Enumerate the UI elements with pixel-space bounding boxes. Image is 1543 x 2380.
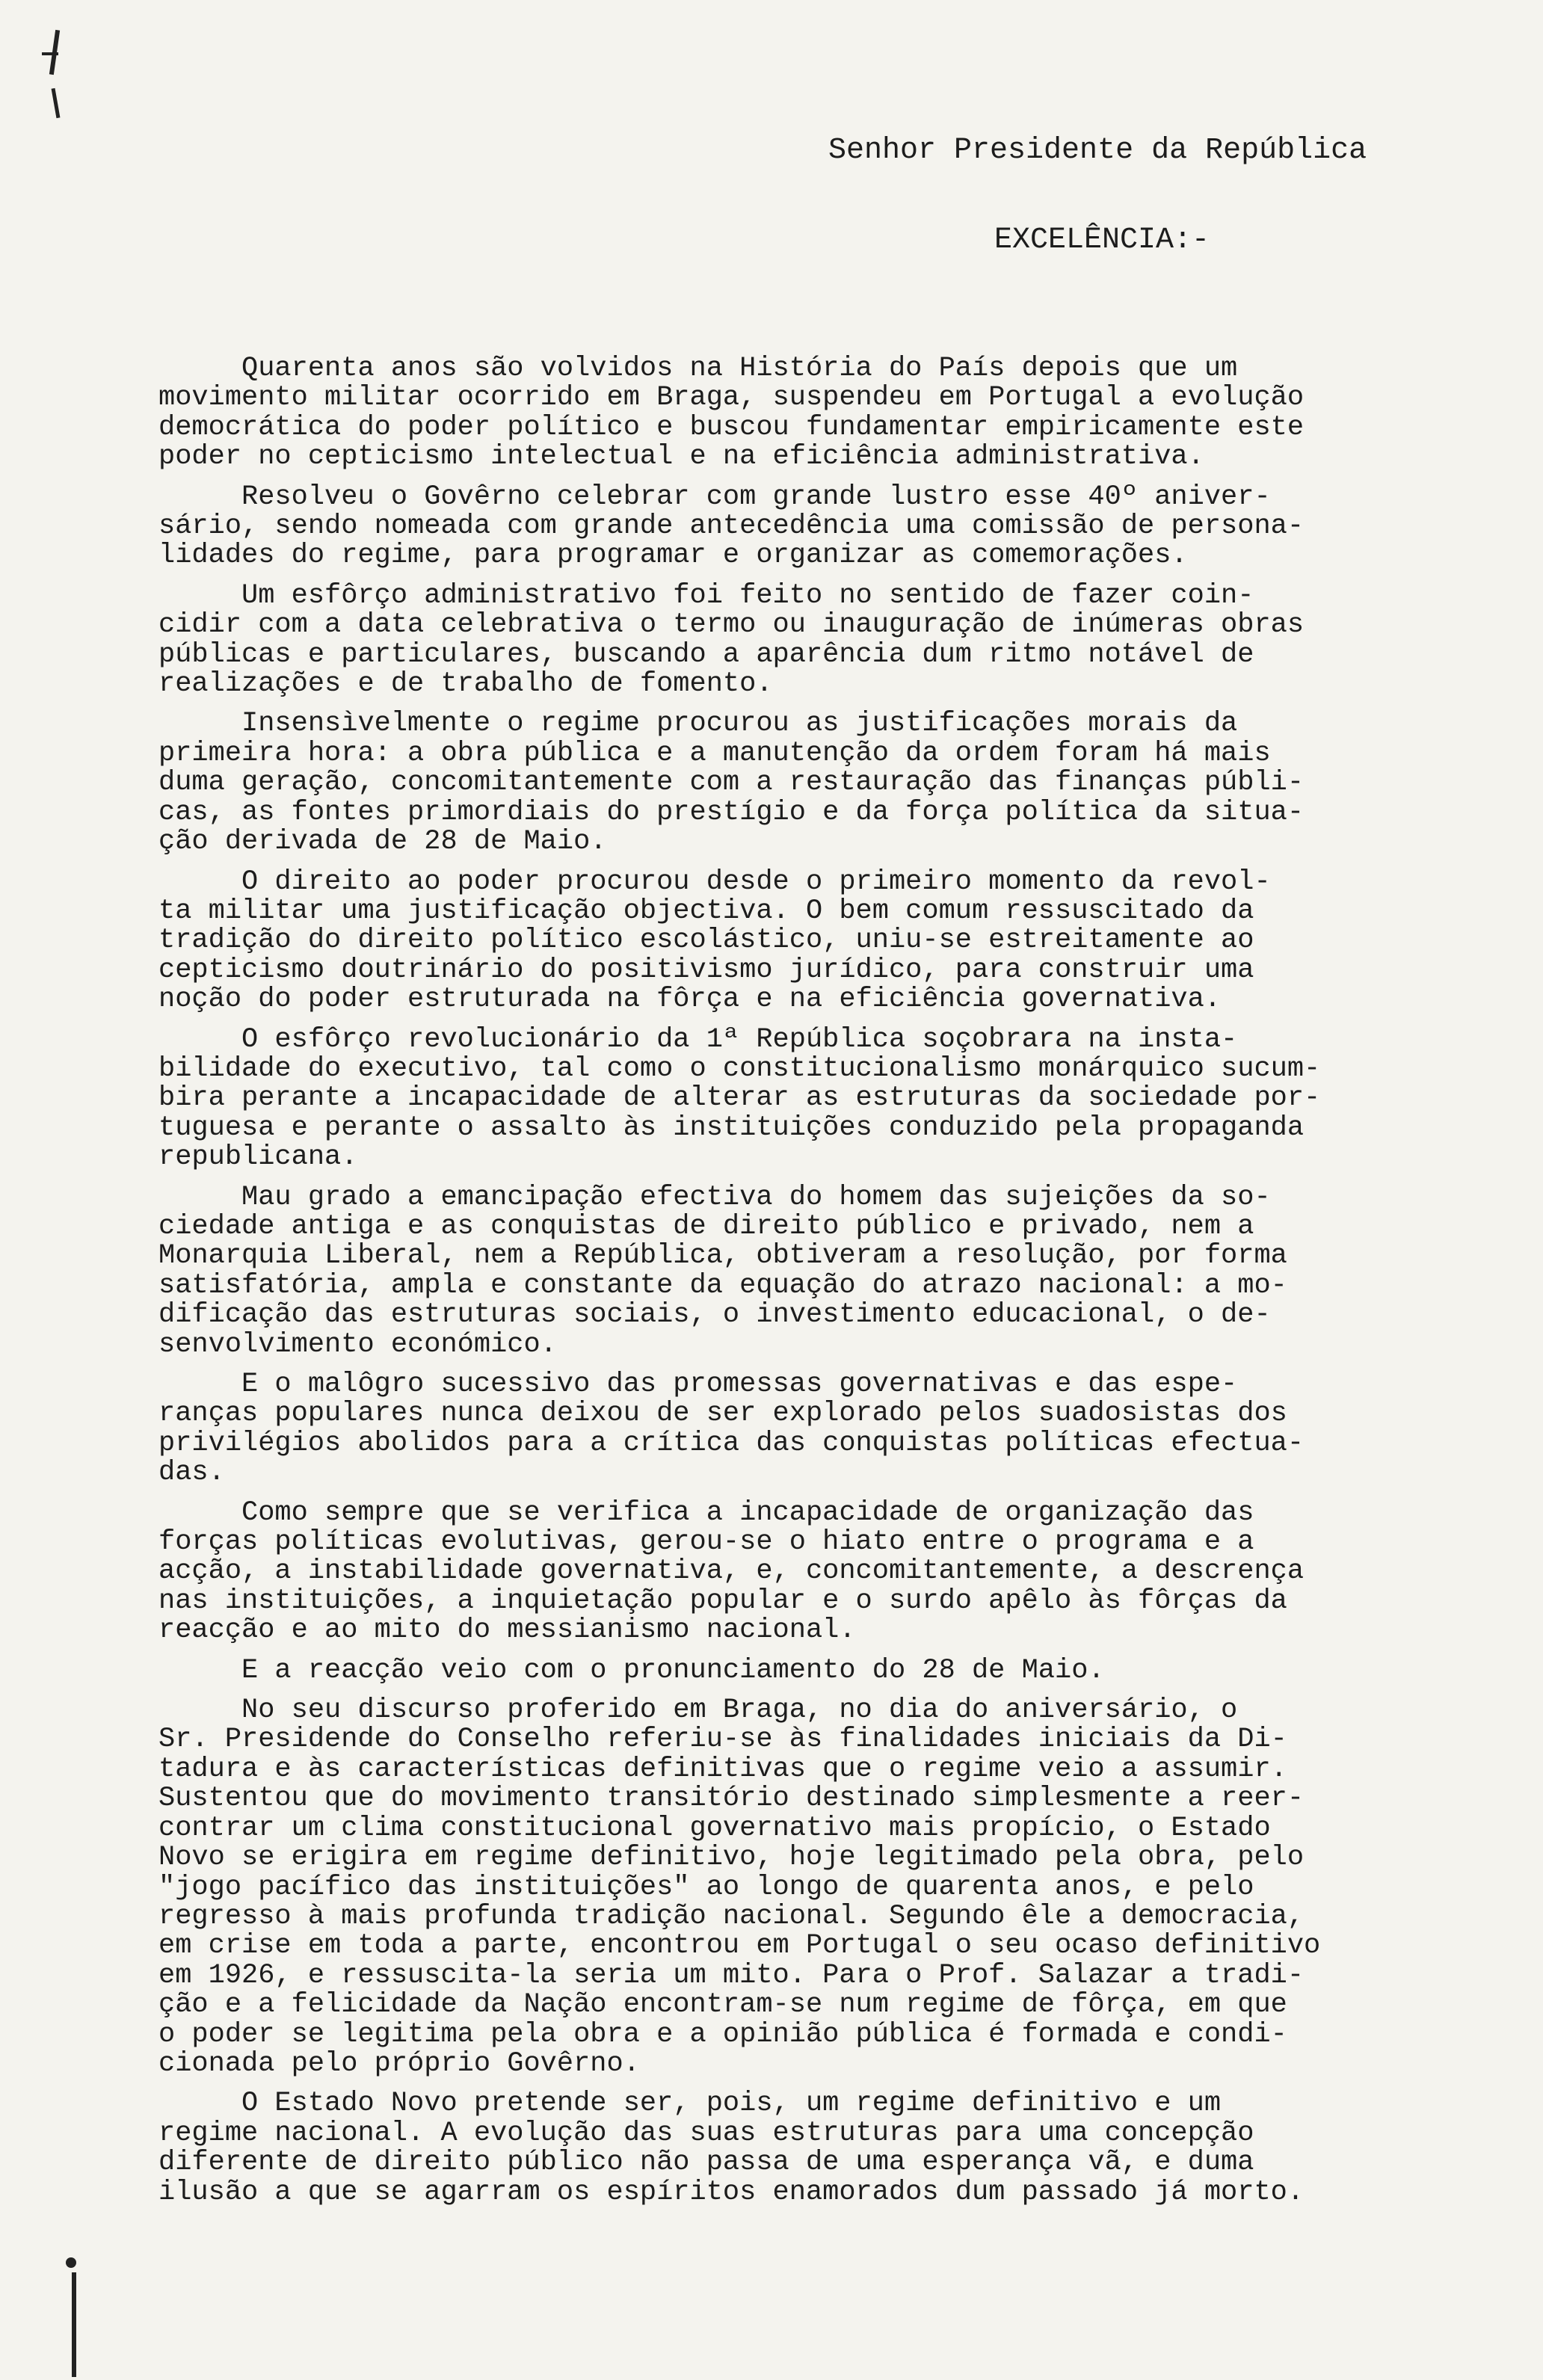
text-line: Sustentou que do movimento transitório destinado simplesmente a reer-	[158, 1783, 1305, 1815]
text-line: acção, a instabilidade governativa, e, concomitantemente, a descrença	[158, 1556, 1305, 1588]
text-line: privilégios abolidos para a crítica das conquistas políticas efectua-	[158, 1427, 1305, 1459]
text-line: públicas e particulares, buscando a aparência dum ritmo notável de	[158, 638, 1254, 670]
text-line: tradição do direito político escolástico, uniu-se estreitamente ao	[158, 925, 1254, 957]
text-line: lidades do regime, para programar e organizar as comemorações.	[158, 540, 1188, 572]
paragraph	[158, 1183, 1429, 1360]
text-line: Resolveu o Govêrno celebrar com grande lustro esse 40º aniver-	[158, 481, 1271, 513]
text-line: movimento militar ocorrido em Braga, suspendeu em Portugal a evolução	[158, 382, 1305, 414]
text-line: dificação das estruturas sociais, o investimento educacional, o de-	[158, 1299, 1271, 1331]
text-line: Um esfôrço administrativo foi feito no sentido de fazer coin-	[158, 579, 1254, 611]
margin-mark-top-lower	[52, 88, 61, 118]
margin-mark-top-tick	[42, 52, 58, 55]
text-line: satisfatória, ampla e constante da equação do atrazo nacional: a mo-	[158, 1269, 1287, 1301]
margin-mark-bottom-tick	[66, 2257, 76, 2268]
text-line: "jogo pacífico das instituições" ao longo de quarenta anos, e pelo	[158, 1871, 1254, 1903]
text-line: cepticismo doutrinário do positivismo jurídico, para construir uma	[158, 954, 1254, 986]
paragraph	[158, 579, 1429, 700]
text-line: ciedade antiga e as conquistas de direito público e privado, nem a	[158, 1210, 1254, 1242]
text-line: tuguesa e perante o assalto às instituições conduzido pela propaganda	[158, 1112, 1305, 1144]
salutation: Senhor Presidente da República	[828, 134, 1367, 167]
paragraph	[158, 1496, 1429, 1647]
paragraph	[158, 868, 1429, 1015]
text-line: regime nacional. A evolução das suas estruturas para uma concepção	[158, 2117, 1254, 2149]
text-line: bilidade do executivo, tal como o constitucionalismo monárquico sucum-	[158, 1052, 1321, 1085]
text-line: bira perante a incapacidade de alterar as estruturas da sociedade por-	[158, 1082, 1321, 1115]
text-line: ranças populares nunca deixou de ser explorado pelos suadosistas dos	[158, 1398, 1287, 1430]
paragraph	[158, 709, 1429, 857]
paragraph	[158, 483, 1429, 571]
text-line: realizações e de trabalho de fomento.	[158, 668, 773, 700]
paragraph	[158, 354, 1429, 472]
paragraph	[158, 2089, 1429, 2207]
text-line: O Estado Novo pretende ser, pois, um regime definitivo e um	[158, 2088, 1222, 2120]
paragraph	[158, 1370, 1429, 1488]
text-line: nas instituições, a inquietação popular e o surdo apêlo às fôrças da	[158, 1585, 1287, 1617]
letter-body	[158, 354, 1429, 2218]
text-line: contrar um clima constitucional governativo mais propício, o Estado	[158, 1812, 1271, 1844]
text-line: ilusão a que se agarram os espíritos enamorados dum passado já morto.	[158, 2176, 1305, 2208]
text-line: diferente de direito público não passa de uma esperança vã, e duma	[158, 2147, 1254, 2179]
text-line: em 1926, e ressuscita-la seria um mito. Para o Prof. Salazar a tradi-	[158, 1959, 1305, 1991]
text-line: cidir com a data celebrativa o termo ou inauguração de inúmeras obras	[158, 609, 1305, 641]
text-line: Novo se erigira em regime definitivo, hoje legitimado pela obra, pelo	[158, 1842, 1305, 1874]
text-line: primeira hora: a obra pública e a manutenção da ordem foram há mais	[158, 737, 1271, 769]
text-line: sário, sendo nomeada com grande antecedência uma comissão de persona-	[158, 511, 1305, 543]
text-line: O esfôrço revolucionário da 1ª República soçobrara na insta-	[158, 1023, 1238, 1055]
text-line: E o malôgro sucessivo das promessas governativas e das espe-	[158, 1369, 1238, 1400]
text-line: em crise em toda a parte, encontrou em Portugal o seu ocaso definitivo	[158, 1930, 1321, 1962]
text-line: Sr. Presidende do Conselho referiu-se às finalidades iniciais da Di-	[158, 1724, 1287, 1756]
greeting: EXCELÊNCIA:-	[994, 223, 1210, 257]
text-line: democrática do poder político e buscou fundamentar empiricamente este	[158, 411, 1305, 443]
text-line: das.	[158, 1457, 225, 1489]
text-line: O direito ao poder procurou desde o primeiro momento da revol-	[158, 866, 1271, 898]
text-line: cionada pelo próprio Govêrno.	[158, 2047, 640, 2080]
paragraph	[158, 1023, 1429, 1174]
text-line: senvolvimento económico.	[158, 1328, 557, 1360]
text-line: o poder se legitima pela obra e a opinião pública é formada e condi-	[158, 2018, 1287, 2050]
text-line: noção do poder estruturada na fôrça e na eficiência governativa.	[158, 984, 1222, 1016]
text-line: reacção e ao mito do messianismo nacional.	[158, 1615, 856, 1647]
text-line: No seu discurso proferido em Braga, no dia do aniversário, o	[158, 1695, 1238, 1727]
paragraph	[158, 1656, 1429, 1686]
text-line: tadura e às características definitivas que o regime veio a assumir.	[158, 1753, 1287, 1785]
text-line: cas, as fontes primordiais do prestígio e da força política da situa-	[158, 796, 1305, 828]
text-line: Quarenta anos são volvidos na História do País depois que um	[158, 353, 1238, 384]
text-line: ção e a felicidade da Nação encontram-se num regime de fôrça, em que	[158, 1989, 1287, 2021]
margin-mark-bottom	[72, 2272, 76, 2377]
text-line: poder no cepticismo intelectual e na eficiência administrativa.	[158, 441, 1204, 473]
text-line: regresso à mais profunda tradição nacional. Segundo êle a democracia,	[158, 1900, 1305, 1932]
text-line: republicana.	[158, 1141, 358, 1174]
text-line: duma geração, concomitantemente com a restauração das finanças públi-	[158, 767, 1305, 799]
text-line: Como sempre que se verifica a incapacidade de organização das	[158, 1496, 1254, 1529]
text-line: forças políticas evolutivas, gerou-se o hiato entre o programa e a	[158, 1526, 1254, 1559]
text-line: E a reacção veio com o pronunciamento do 28 de Maio.	[158, 1654, 1105, 1686]
text-line: Insensìvelmente o regime procurou as justificações morais da	[158, 708, 1238, 740]
text-line: Monarquia Liberal, nem a República, obtiveram a resolução, por forma	[158, 1240, 1287, 1272]
text-line: ta militar uma justificação objectiva. O bem comum ressuscitado da	[158, 895, 1254, 927]
text-line: ção derivada de 28 de Maio.	[158, 826, 607, 858]
text-line: Mau grado a emancipação efectiva do homem das sujeições da so-	[158, 1181, 1271, 1213]
paragraph	[158, 1696, 1429, 2079]
